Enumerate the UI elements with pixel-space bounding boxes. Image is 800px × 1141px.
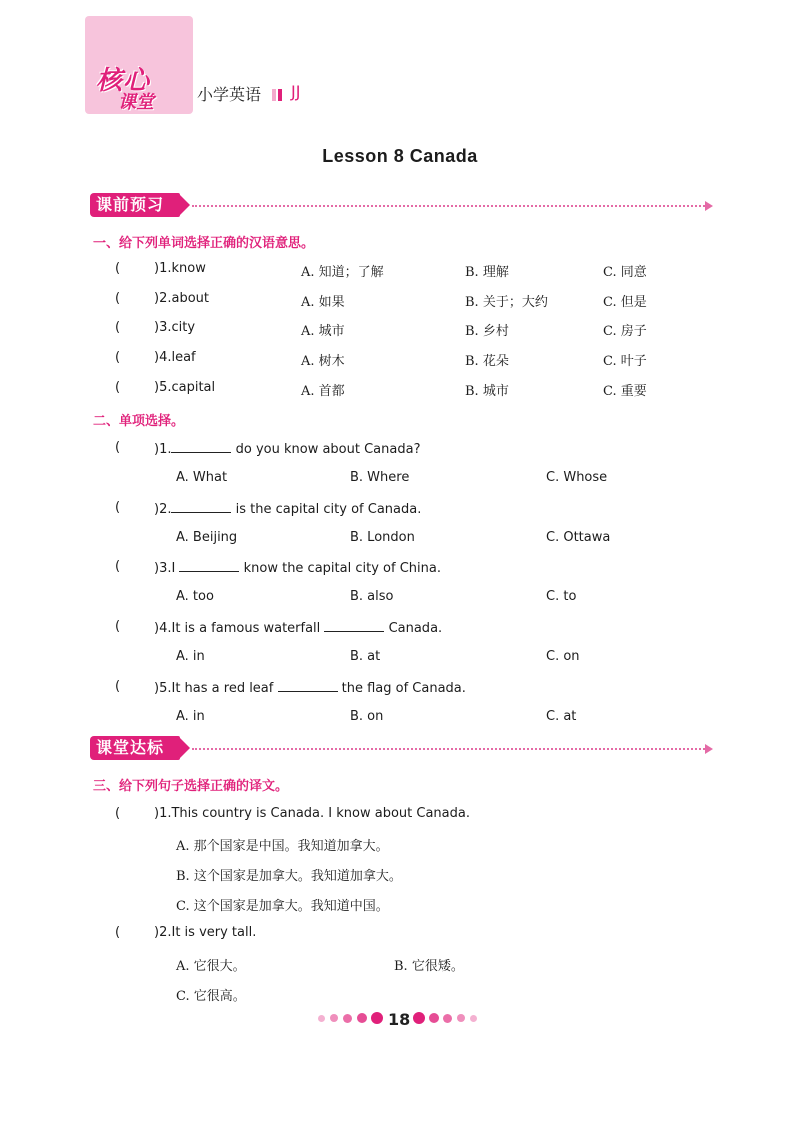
dot-icon [343,1014,352,1023]
dotted-line [192,205,705,207]
answer-blank[interactable] [278,679,338,692]
answer-bracket-open: ( [115,291,121,306]
dot-icon [330,1014,338,1022]
question-text: )1. do you know about Canada? [154,442,421,457]
option-c[interactable]: C. Ottawa [546,530,611,545]
answer-bracket-open: ( [115,320,121,335]
option-c[interactable]: C. on [546,649,580,664]
logo-text-top: 核心 [96,66,151,96]
option-b[interactable]: B. 城市 [465,384,509,399]
option-a[interactable]: A. 知道；了解 [301,265,384,280]
option-c[interactable]: C. 叶子 [603,354,647,369]
subject-label: 小学英语 [197,85,262,104]
answer-blank[interactable] [324,619,384,632]
option-b[interactable]: B. 乡村 [465,324,509,339]
answer-bracket-open: ( [115,380,121,395]
question-text: )2. is the capital city of Canada. [154,502,422,517]
question-text: )1.know [154,261,206,276]
answer-bracket-open: ( [115,261,121,276]
question-text: )2.It is very tall. [154,925,257,940]
question-text: )3.city [154,320,196,335]
option-c[interactable]: C. 同意 [603,265,647,280]
answer-blank[interactable] [171,440,231,453]
option-b[interactable]: B. Where [350,470,410,485]
option-a[interactable]: A. 树木 [301,354,345,369]
option-a[interactable]: A. in [176,709,205,724]
dot-icon [318,1015,325,1022]
question-text: )5.It has a red leaf the flag of Canada. [154,681,466,696]
dot-icon [470,1015,477,1022]
option-c[interactable]: C. 它很高。 [176,989,246,1004]
option-c[interactable]: C. at [546,709,577,724]
option-b[interactable]: B. at [350,649,381,664]
answer-bracket-open: ( [115,925,121,940]
section2-heading: 二、单项选择。 [93,414,185,429]
answer-blank[interactable] [171,500,231,513]
dot-icon [457,1014,465,1022]
option-c[interactable]: C. 但是 [603,295,647,310]
arrow-icon [705,201,713,211]
option-c[interactable]: C. 重要 [603,384,647,399]
question-text: )1.This country is Canada. I know about Canada. [154,806,470,821]
option-a[interactable]: A. 首都 [301,384,345,399]
edition-label: JJ [291,82,301,101]
dot-icon [413,1012,425,1024]
answer-bracket-open: ( [115,559,121,574]
dotted-line [192,748,705,750]
option-a[interactable]: A. Beijing [176,530,238,545]
option-b[interactable]: B. 花朵 [465,354,509,369]
answer-bracket-open: ( [115,500,121,515]
option-b[interactable]: B. on [350,709,384,724]
option-b[interactable]: B. 这个国家是加拿大。我知道加拿大。 [176,869,402,884]
section-banner-classroom [90,736,715,762]
option-c[interactable]: C. to [546,589,577,604]
option-a[interactable]: A. 它很大。 [176,959,246,974]
option-c[interactable]: C. 这个国家是加拿大。我知道中国。 [176,899,389,914]
option-a[interactable]: A. in [176,649,205,664]
option-c[interactable]: C. Whose [546,470,608,485]
dot-icon [357,1013,367,1023]
option-c[interactable]: C. 房子 [603,324,647,339]
question-text: )4.It is a famous waterfall Canada. [154,621,443,636]
answer-bracket-open: ( [115,806,121,821]
option-a[interactable]: A. 如果 [301,295,345,310]
separator-bars-icon [272,86,286,98]
answer-bracket-open: ( [115,619,121,634]
logo-text-bottom: 课堂 [118,92,154,113]
option-b[interactable]: B. London [350,530,415,545]
section-banner-preview [90,193,715,219]
banner-label: 课堂达标 [90,736,180,760]
arrow-icon [705,744,713,754]
banner-label: 课前预习 [90,193,180,217]
option-a[interactable]: A. 那个国家是中国。我知道加拿大。 [176,839,389,854]
dot-icon [443,1014,452,1023]
option-b[interactable]: B. 关于；大约 [465,295,548,310]
page-number: 18 [388,1010,411,1029]
question-text: )4.leaf [154,350,196,365]
question-text: )5.capital [154,380,216,395]
lesson-title: Lesson 8 Canada [322,146,478,166]
option-b[interactable]: B. 它很矮。 [394,959,464,974]
option-b[interactable]: B. 理解 [465,265,509,280]
option-a[interactable]: A. 城市 [301,324,345,339]
dot-icon [371,1012,383,1024]
section3-heading: 三、给下列句子选择正确的译文。 [93,779,289,794]
answer-bracket-open: ( [115,679,121,694]
dot-icon [429,1013,439,1023]
answer-bracket-open: ( [115,440,121,455]
option-b[interactable]: B. also [350,589,394,604]
answer-bracket-open: ( [115,350,121,365]
question-text: )3.I know the capital city of China. [154,561,441,576]
option-a[interactable]: A. What [176,470,228,485]
option-a[interactable]: A. too [176,589,214,604]
answer-blank[interactable] [179,559,239,572]
question-text: )2.about [154,291,209,306]
section1-heading: 一、给下列单词选择正确的汉语意思。 [93,236,315,251]
page-footer [0,1010,800,1030]
